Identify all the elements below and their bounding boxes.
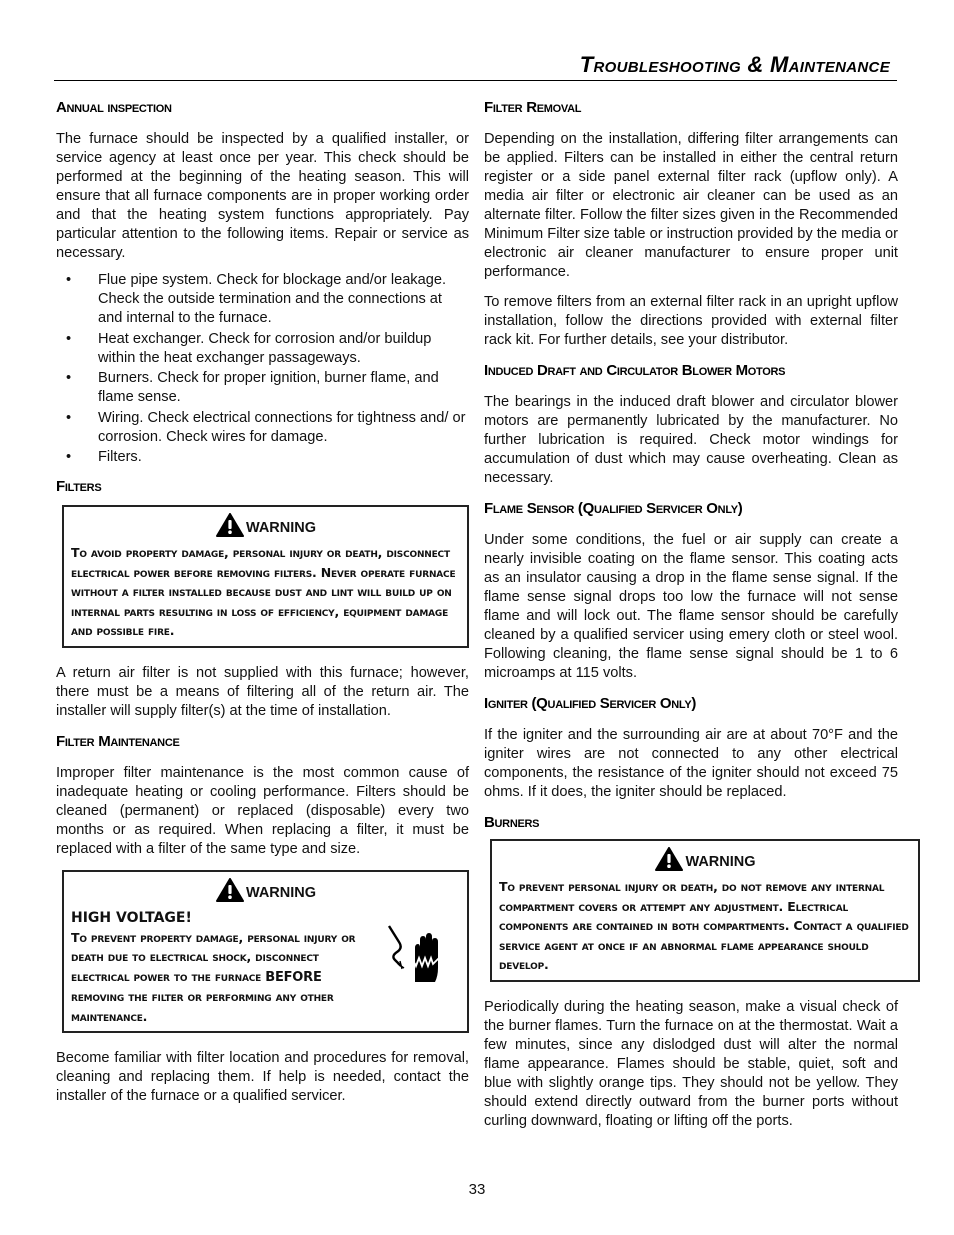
list-item [56,330,469,368]
motors-body: The bearings in the induced draft blower and circulator blower motors are permanently lubricated by the manufacturer. No further lubrication is required. Check motor windings for accumulation of dust which may cause overheating. Clean as necessary. [484,394,898,486]
filter-maintenance-body: Improper filter maintenance is the most common cause of inadequate heating or cooling performance. Filters should be cleaned (permanent) or replaced (disposable) every two months or as required. When replacing a filter, it must be replaced with a filter of the same type and size. [56,764,469,857]
warning-label: WARNING [685,854,756,870]
list-item-text: Burners. Check for proper ignition, burner flame, and flame sense. [98,370,439,405]
list-item [56,369,469,407]
bullet-icon: • [66,272,72,288]
burners-body: Periodically during the heating season, make a visual check of the burner flames. Turn the furnace on at the thermostat. Wait a few minutes, since any dislodged dust will alter the normal flame appearance. Flames should be stable, quiet, soft and blue with slightly orange tips. They should not be yellow. They should extend directly outward from the burner ports without curling downward, floating or lifting off the ports. [484,998,898,1129]
filter-removal-heading: Filter Removal [484,99,582,116]
annual-inspection-heading: Annual inspection [56,99,172,116]
igniter-body: If the igniter and the surrounding air are at about 70°F and the igniter wires are not connected to any other electrical components, the resistance of the igniter should not exceed 75 ohms. If it does, the igniter should be replaced. [484,727,898,800]
filters-section [56,477,469,721]
flame-sensor-section [484,499,898,683]
burners-warning-box [490,839,920,982]
high-voltage-title: HIGH VOLTAGE! [71,909,192,926]
left-column [56,98,469,1117]
list-item [56,271,469,328]
list-item-text: Filters. [98,449,142,465]
warning-triangle-icon [216,513,244,537]
warning-triangle-icon [655,847,683,871]
warning-header [71,513,461,540]
page-header-title: Troubleshooting & Maintenance [579,52,890,77]
filters-body: A return air filter is not supplied with this furnace; however, there must be a means of filtering all of the return air. The installer will supply filter(s) at the time of installation. [56,664,469,719]
bullet-icon: • [66,409,72,426]
bullet-icon: • [66,330,72,347]
annual-inspection-section [56,98,469,467]
warning-text: To avoid property damage, personal injury or death, disconnect electrical power before removing filters. Never operate furnace without a filter installed because dust and lint will build up on internal parts resulting in loss of efficiency, equipment damage and possible fire. [71,545,456,638]
burners-heading: Burners [484,814,540,831]
list-item [56,409,469,447]
high-voltage-warning-box [62,870,469,1034]
filters-heading: Filters [56,478,102,495]
bullet-icon: • [66,370,72,386]
right-column [484,98,909,1142]
filter-removal-section [484,98,898,350]
warning-header [499,847,912,874]
list-item-text: Wiring. Check electrical connections for tightness and/ or corrosion. Check wires for damage. [98,409,466,445]
warning-emphasis: BEFORE [265,969,322,985]
warning-text: To prevent personal injury or death, do not remove any internal compartment covers or attempt any adjustment. Electrical components are contained in both compartments. Contact a qualified service agent at once if an abnormal flame appearance should develop. [499,879,909,972]
burners-section [484,813,909,1131]
filter-removal-body: Depending on the installation, differing filter arrangements can be applied. Filters can be installed in either the central return register or a side panel external filter rack (upflow only). A media air filter or electronic air cleaner can be used as an alternate filter. Follow the filter sizes given in the Recommended Minimum Filter size table or instruction provided by the media or electronic air cleaner manufacturer to ensure proper unit performance. [484,131,898,280]
flame-sensor-heading: Flame Sensor (Qualified Servicer Only) [484,500,743,517]
list-item [56,448,469,467]
motors-heading: Induced Draft and Circulator Blower Motors [484,362,786,379]
page-number: 33 [468,1181,486,1198]
filter-removal-body-2: To remove filters from an external filter rack in an upright upflow installation, follow the directions provided with external filter rack kit. For further details, see your distributor. [484,294,898,348]
igniter-heading: Igniter (Qualified Servicer Only) [484,695,697,712]
warning-header [71,878,461,905]
filters-warning-box [62,505,469,648]
warning-text-part2: removing the filter or performing any other maintenance. [71,989,334,1024]
warning-text [71,928,367,1027]
list-item-text: Flue pipe system. Check for blockage and/or leakage. Check the outside termination and the connections at and internal to the furnace. [98,272,447,326]
warning-triangle-icon [216,878,244,902]
header-rule [54,80,897,81]
filter-maintenance-heading: Filter Maintenance [56,732,180,750]
filter-maintenance-body-2: Become familiar with filter location and procedures for removal, cleaning and replacing them. If help is needed, contact the installer of the furnace or a qualified servicer. [56,1050,469,1104]
warning-label: WARNING [245,520,317,536]
warning-text-part1: To prevent property damage, personal injury or death due to electrical shock, disconnect electrical power to the furnace [71,929,356,984]
list-item-text: Heat exchanger. Check for corrosion and/or buildup within the heat exchanger passageways. [98,330,432,366]
igniter-section [484,694,898,802]
electrical-shock-hand-icon [385,924,441,986]
inspection-checklist [56,271,469,467]
flame-sensor-body: Under some conditions, the fuel or air supply can create a nearly invisible coating on the flame sensor. This coating acts as an insulator causing a drop in the flame sense signal. If the flame sense signal drops too low the furnace will not sense flame and will lock out. The flame sensor should be carefully cleaned by a qualified servicer using emery cloth or steel wool. Following cleaning, the flame sense signal should be 1 to 6 microamps at 115 volts. [484,532,898,681]
annual-inspection-body: The furnace should be inspected by a qualified installer, or service agency at least once per year. This check should be performed at the beginning of the heating season. This will ensure that all furnace components are in proper working order and that the heating system functions appropriately. Pay particular attention to the following items. Repair or service as necessary. [56,131,469,261]
bullet-icon: • [66,449,72,465]
warning-label: WARNING [245,884,317,901]
filter-maintenance-section [56,732,469,1107]
motors-section [484,361,898,488]
